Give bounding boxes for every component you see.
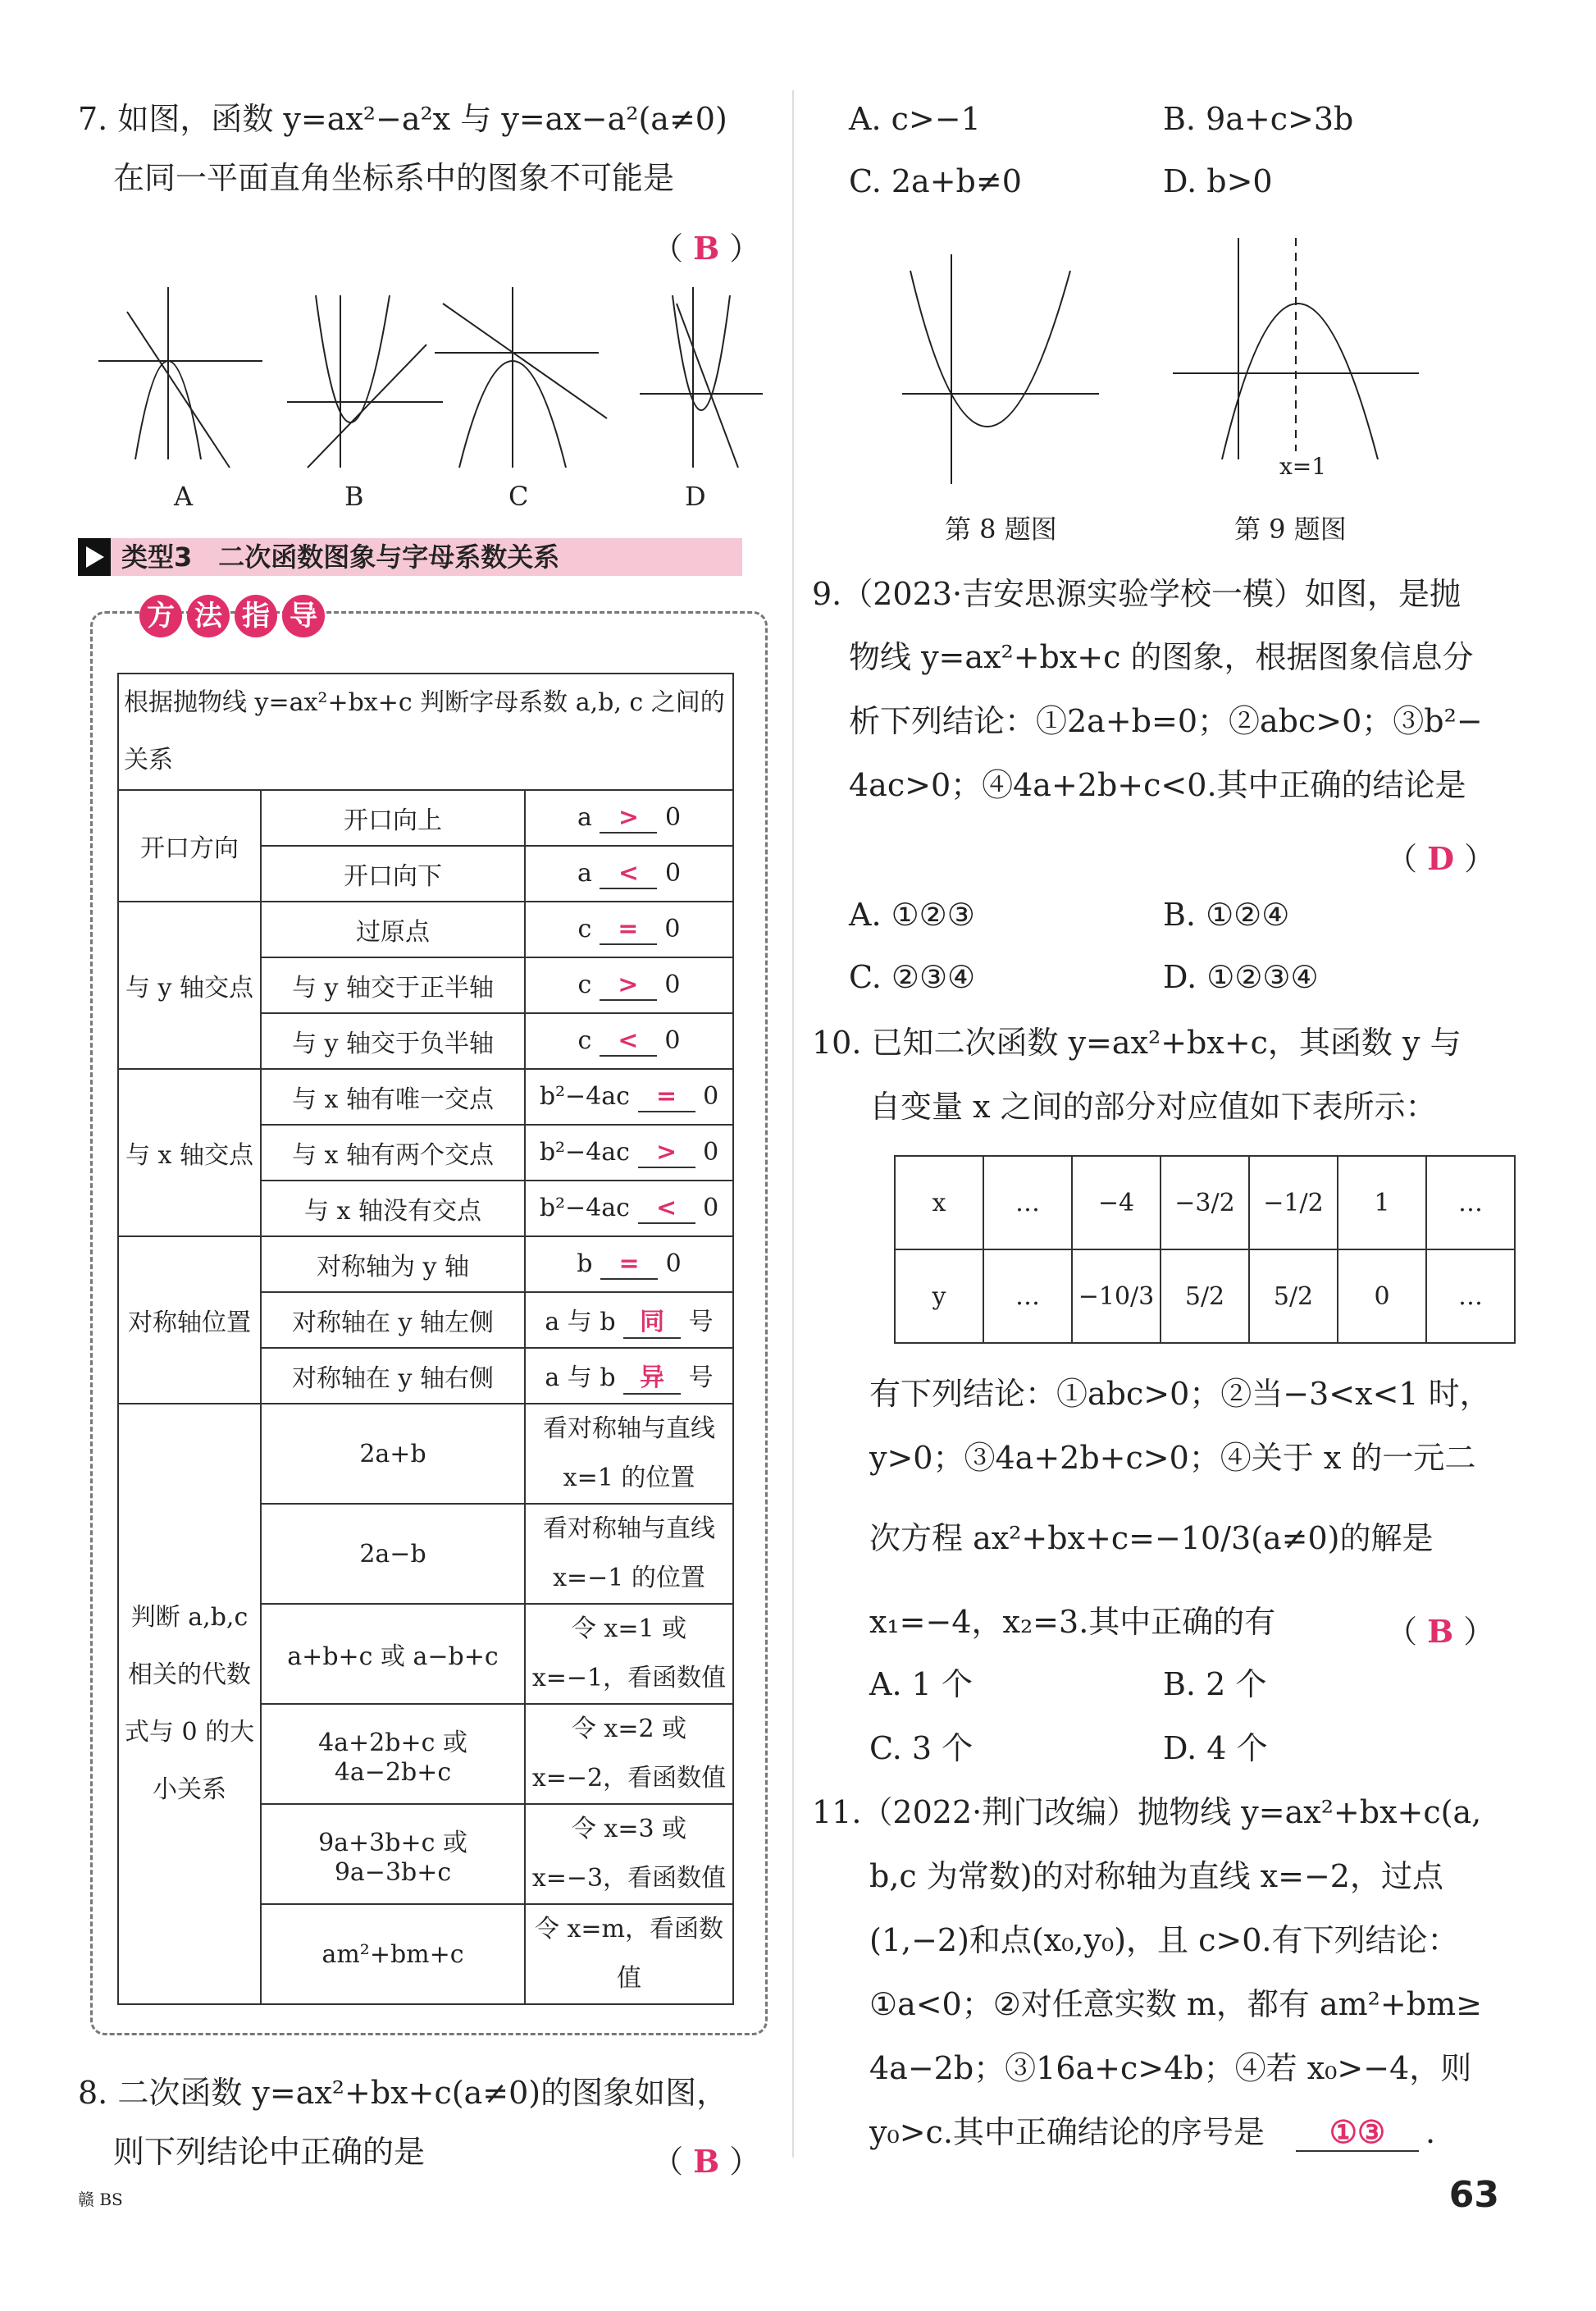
table-cell: 0 [1338, 1249, 1426, 1343]
q7-graph-a [98, 287, 262, 468]
judge-group-cell: 判断 a,b,c 相关的代数式与 0 的大小关系 [118, 1404, 261, 2004]
tail: 0 [664, 802, 682, 832]
q10-line4: y>0；③4a+2b+c>0；④关于 x 的一元二 [869, 1440, 1476, 1476]
q7-graph-c [435, 287, 607, 468]
q7-answer-paren: （ B ） [652, 230, 761, 267]
q10-answer-paren: （ B ） [1386, 1613, 1495, 1650]
cond-cell: 与 x 轴有两个交点 [261, 1125, 525, 1181]
expr: b²−4ac [539, 1137, 630, 1167]
judge-how: 令 x=1 或 x=−1，看函数值 [525, 1604, 733, 1704]
q11-line3: (1,−2)和点(x₀,y₀)，且 c>0.有下列结论： [869, 1922, 1459, 1958]
q7-label-b: B [344, 481, 364, 512]
q7-graph-d [640, 287, 763, 468]
q10-line3: 有下列结论：①abc>0；②当−3<x<1 时， [869, 1376, 1491, 1412]
q8-q9-figures [894, 222, 1566, 492]
answer-blank: = [600, 915, 657, 945]
q9-answer-paren: （ D ） [1386, 840, 1496, 877]
method-title-char: 方 [139, 595, 182, 637]
q7-line2: 在同一平面直角坐标系中的图象不可能是 [113, 160, 675, 196]
q7-graphs [98, 279, 771, 484]
q10-answer: B [1427, 1613, 1454, 1650]
table-cell: −3/2 [1161, 1156, 1249, 1249]
q9-line3: 析下列结论：①2a+b=0；②abc>0；③b²− [849, 703, 1483, 739]
expr: c [577, 914, 592, 943]
tail: 0 [665, 1249, 682, 1278]
expr: b [577, 1249, 593, 1278]
method-table [117, 673, 734, 2005]
q9-line2: 物线 y=ax²+bx+c 的图象，根据图象信息分 [849, 639, 1474, 675]
q9-caption: 第 9 题图 [1234, 514, 1347, 545]
tail: 0 [703, 1193, 719, 1222]
q7-label-d: D [685, 481, 706, 512]
q9-option-a: A. ①②③ [849, 897, 975, 933]
q8-line1: 8. 二次函数 y=ax²+bx+c(a≠0)的图象如图， [78, 2075, 728, 2111]
judge-expr: am²+bm+c [261, 1904, 525, 2004]
q7-answer: B [693, 230, 720, 267]
q8-answer-paren: （ B ） [652, 2143, 761, 2180]
judge-expr: 2a−b [261, 1504, 525, 1604]
tail: 0 [664, 914, 681, 943]
method-title [139, 595, 325, 637]
q8-caption: 第 8 题图 [945, 514, 1057, 545]
answer-blank: < [600, 1026, 657, 1057]
table-cell: −4 [1072, 1156, 1161, 1249]
q10-line6: x₁=−4，x₂=3.其中正确的有 [869, 1604, 1276, 1640]
group-cell: 对称轴位置 [118, 1236, 261, 1404]
q8-answer: B [693, 2143, 720, 2180]
q11-answer-blank [1296, 2113, 1419, 2152]
table-cell: … [1426, 1249, 1515, 1343]
judge-expr: a+b+c 或 a−b+c [261, 1604, 525, 1704]
q7-graph-b [287, 295, 443, 468]
cond-cell: 开口向上 [261, 790, 525, 846]
tail: 0 [664, 1025, 681, 1055]
judge-how: 看对称轴与直线 x=1 的位置 [525, 1404, 733, 1504]
q8-line2: 则下列结论中正确的是 [113, 2134, 426, 2170]
table-cell: … [983, 1156, 1072, 1249]
q10-line2: 自变量 x 之间的部分对应值如下表所示： [869, 1089, 1437, 1125]
table-cell: … [1426, 1156, 1515, 1249]
cond-cell: 过原点 [261, 902, 525, 957]
cond-cell: 开口向下 [261, 846, 525, 902]
answer-blank: 异 [623, 1357, 681, 1395]
tail: 0 [703, 1081, 719, 1111]
method-title-char: 指 [235, 595, 277, 637]
q11-period: . [1425, 2114, 1436, 2150]
q11-line5: 4a−2b；③16a+c>4b；④若 x₀>−4，则 [869, 2050, 1472, 2086]
table-cell: x [895, 1156, 983, 1249]
answer-blank: > [638, 1138, 695, 1168]
judge-expr: 4a+2b+c 或 4a−2b+c [261, 1704, 525, 1804]
expr: a [577, 858, 592, 888]
table-cell: −10/3 [1072, 1249, 1161, 1343]
q9-line1: 9.（2023·吉安思源实验学校一模）如图，是抛 [812, 576, 1461, 612]
table-cell: y [895, 1249, 983, 1343]
table-cell: 5/2 [1249, 1249, 1338, 1343]
q8-option-d: D. b>0 [1163, 163, 1273, 199]
q10-option-a: A. 1 个 [869, 1666, 973, 1702]
cond-cell: 对称轴为 y 轴 [261, 1236, 525, 1292]
judge-how: 看对称轴与直线 x=−1 的位置 [525, 1504, 733, 1604]
answer-blank: > [600, 803, 657, 834]
q10-value-table [894, 1155, 1516, 1344]
judge-how: 令 x=3 或 x=−3，看函数值 [525, 1804, 733, 1904]
expr: b²−4ac [539, 1193, 630, 1222]
q11-line2: b,c 为常数)的对称轴为直线 x=−2，过点 [869, 1858, 1443, 1894]
q9-axis-label: x=1 [1279, 453, 1327, 480]
method-header: 根据抛物线 y=ax²+bx+c 判断字母系数 a,b, c 之间的关系 [118, 674, 733, 790]
q8-option-c: C. 2a+b≠0 [849, 163, 1022, 199]
cond-cell: 与 y 轴交于正半轴 [261, 957, 525, 1013]
q11-answer: ①③ [1329, 2113, 1386, 2150]
q9-option-d: D. ①②③④ [1163, 959, 1319, 995]
method-title-char: 法 [187, 595, 230, 637]
q9-option-c: C. ②③④ [849, 959, 976, 995]
expr: c [577, 1025, 592, 1055]
q7-line1: 7. 如图，函数 y=ax²−a²x 与 y=ax−a²(a≠0) [78, 101, 727, 137]
cond-cell: 与 x 轴有唯一交点 [261, 1069, 525, 1125]
q10-option-d: D. 4 个 [1163, 1730, 1268, 1766]
q8-option-b: B. 9a+c>3b [1163, 101, 1354, 137]
q10-option-b: B. 2 个 [1163, 1666, 1267, 1702]
q9-line4: 4ac>0；④4a+2b+c<0.其中正确的结论是 [849, 767, 1466, 803]
q11-line1: 11.（2022·荆门改编）抛物线 y=ax²+bx+c(a, [812, 1794, 1482, 1830]
judge-how: 令 x=2 或 x=−2，看函数值 [525, 1704, 733, 1804]
method-title-char: 导 [282, 595, 325, 637]
judge-expr: 9a+3b+c 或 9a−3b+c [261, 1804, 525, 1904]
q11-line4: ①a<0；②对任意实数 m，都有 am²+bm≥ [869, 1986, 1482, 2022]
type3-play-icon [78, 538, 111, 576]
table-cell: 5/2 [1161, 1249, 1249, 1343]
q9-figure [1173, 238, 1419, 459]
table-cell: 1 [1338, 1156, 1426, 1249]
cond-cell: 对称轴在 y 轴右侧 [261, 1348, 525, 1404]
type3-label: 类型3 二次函数图象与字母系数关系 [121, 541, 560, 573]
group-cell: 与 x 轴交点 [118, 1069, 261, 1236]
cond-cell: 与 y 轴交于负半轴 [261, 1013, 525, 1069]
table-cell: … [983, 1249, 1072, 1343]
expr: c [577, 970, 592, 999]
tail: 号 [688, 1308, 714, 1336]
table-cell: −1/2 [1249, 1156, 1338, 1249]
expr: b²−4ac [539, 1081, 630, 1111]
tail: 0 [664, 858, 682, 888]
footer-mark: 赣 BS [78, 2190, 123, 2209]
q7-label-c: C [508, 481, 529, 512]
q8-figure [902, 254, 1099, 484]
judge-how: 令 x=m，看函数值 [525, 1904, 733, 2004]
group-cell: 开口方向 [118, 790, 261, 902]
q7-label-a: A [174, 481, 194, 512]
answer-blank: 同 [623, 1301, 681, 1339]
group-cell: 与 y 轴交点 [118, 902, 261, 1069]
answer-blank: = [638, 1082, 695, 1112]
q11-line6: y₀>c.其中正确结论的序号是 [869, 2114, 1265, 2150]
q10-option-c: C. 3 个 [869, 1730, 974, 1766]
page-number: 63 [1448, 2174, 1499, 2216]
q10-line5: 次方程 ax²+bx+c=−10/3(a≠0)的解是 [869, 1520, 1434, 1556]
cond-cell: 对称轴在 y 轴左侧 [261, 1292, 525, 1348]
tail: 0 [664, 970, 681, 999]
tail: 号 [688, 1363, 714, 1392]
answer-blank: = [600, 1249, 658, 1280]
expr: a 与 b [545, 1363, 616, 1392]
q9-answer: D [1427, 840, 1455, 877]
q10-line1: 10. 已知二次函数 y=ax²+bx+c，其函数 y 与 [812, 1025, 1461, 1061]
expr: a [577, 802, 592, 832]
tail: 0 [703, 1137, 719, 1167]
q9-option-b: B. ①②④ [1163, 897, 1290, 933]
answer-blank: > [600, 971, 657, 1001]
judge-expr: 2a+b [261, 1404, 525, 1504]
expr: a 与 b [545, 1308, 616, 1336]
column-divider [792, 90, 794, 2158]
answer-blank: < [600, 859, 657, 889]
answer-blank: < [638, 1194, 695, 1224]
cond-cell: 与 x 轴没有交点 [261, 1181, 525, 1236]
q8-option-a: A. c>−1 [849, 101, 981, 137]
